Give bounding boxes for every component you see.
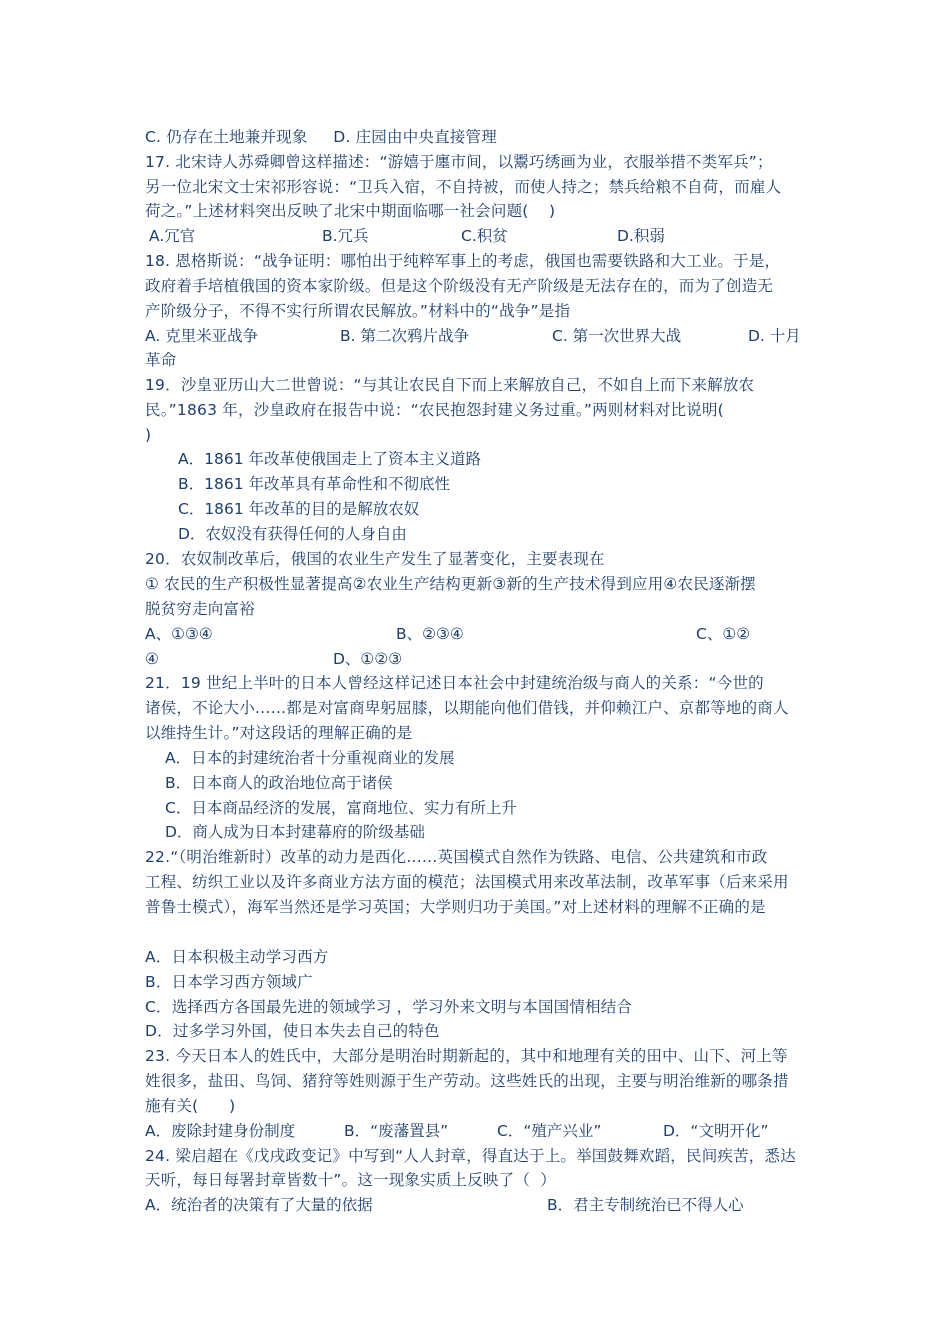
q17-stem-line1: 17. 北宋诗人苏舜卿曾这样描述：“游嬉于廛市间，以鬻巧绣画为业，衣服举措不类军兵”；	[145, 153, 773, 171]
q18-stem-line1: 18. 恩格斯说：“战争证明：哪怕出于纯粹军事上的考虑，俄国也需要铁路和大工业。于是，	[145, 252, 781, 270]
q19-option-c: C．1861 年改革的目的是解放农奴	[178, 500, 420, 518]
q20-option-d: D、①②③	[333, 650, 403, 668]
q18-stem-line2: 政府着手培植俄国的资本家阶级。但是这个阶级没有无产阶级是无法存在的，而为了创造无	[145, 277, 774, 295]
q24-stem-line2: 天听，每日每署封章皆数十”。这一现象实质上反映了（ ）	[145, 1171, 556, 1189]
q20-option-a: A、①③④	[145, 625, 213, 643]
q22-stem-line2: 工程、纺织工业以及许多商业方法方面的模范；法国模式用来改革法制，改革军事（后来采用	[145, 873, 789, 891]
q22-option-a: A．日本积极主动学习西方	[145, 948, 329, 966]
q23-stem-line3: 施有关( )	[145, 1097, 236, 1115]
q17-option-a: A.冗官	[149, 227, 196, 245]
q21-option-c: C．日本商品经济的发展，富商地位、实力有所上升	[165, 799, 517, 817]
q21-stem-line2: 诸侯，不论大小……都是对富商卑躬屈膝，以期能向他们借钱，并仰赖江户、京都等地的商人	[145, 699, 789, 717]
q21-stem-line3: 以维持生计。”对这段话的理解正确的是	[145, 724, 413, 742]
q22-option-c: C．选择西方各国最先进的领域学习 ，学习外来文明与本国国情相结合	[145, 998, 633, 1016]
q17-option-b: B.冗兵	[322, 227, 369, 245]
q19-option-b: B．1861 年改革具有革命性和不彻底性	[178, 475, 451, 493]
q19-stem-line1: 19．沙皇亚历山大二世曾说：“与其让农民自下而上来解放自己，不如自上而下来解放农	[145, 376, 755, 394]
q23-stem-line2: 姓很多，盐田、鸟饲、猪狩等姓则源于生产劳动。这些姓氏的出现，主要与明治维新的哪条措	[145, 1072, 789, 1090]
q24-stem-line1: 24. 梁启超在《戊戌政变记》中写到“人人封章，得直达于上。举国鼓舞欢蹈，民间疾苦，悉达	[145, 1147, 796, 1165]
q21-option-a: A．日本的封建统治者十分重视商业的发展	[165, 749, 455, 767]
q24-option-b: B．君主专制统治已不得人心	[547, 1196, 744, 1214]
q21-option-d: D．商人成为日本封建幕府的阶级基础	[165, 823, 425, 841]
q19-stem-line3: )	[145, 426, 152, 444]
q18-option-b: B. 第二次鸦片战争	[340, 327, 469, 345]
q19-option-d: D．农奴没有获得任何的人身自由	[178, 525, 407, 543]
q23-stem-line1: 23. 今天日本人的姓氏中，大部分是明治时期新起的，其中和地理有关的田中、山下、河上等	[145, 1047, 788, 1065]
q20-option-b: B、②③④	[396, 625, 464, 643]
q23-option-d: D．“文明开化”	[663, 1122, 769, 1140]
q24-option-a: A．统治者的决策有了大量的依据	[145, 1196, 373, 1214]
q20-stem-line1: 20．农奴制改革后，俄国的农业生产发生了显著变化，主要表现在	[145, 550, 605, 568]
q23-option-a: A．废除封建身份制度	[145, 1122, 296, 1140]
q17-option-c: C.积贫	[461, 227, 508, 245]
q19-stem-line2: 民。”1863 年，沙皇政府在报告中说：“农民抱怨封建义务过重。”两则材料对比说明(	[145, 401, 724, 419]
q17-stem-line3: 荷之。”上述材料突出反映了北宋中期面临哪一社会问题( )	[145, 202, 556, 220]
q17-stem-line2: 另一位北宋文士宋祁形容说：“卫兵入宿，不自持被，而使人持之；禁兵给粮不自荷，而雇人	[145, 178, 782, 196]
q18-stem-line3: 产阶级分子，不得不实行所谓农民解放。”材料中的“战争”是指	[145, 302, 571, 320]
q18-option-c: C. 第一次世界大战	[552, 327, 682, 345]
q23-option-c: C．“殖产兴业”	[497, 1122, 602, 1140]
q16-options-cd: C. 仍存在土地兼并现象 D. 庄园由中央直接管理	[145, 128, 497, 146]
q18-option-d: D. 十月	[748, 327, 801, 345]
q22-stem-line3: 普鲁士模式），海军当然还是学习英国；大学则归功于美国。”对上述材料的理解不正确的是	[145, 898, 766, 916]
q18-option-a: A. 克里米亚战争	[145, 327, 259, 345]
q20-option-c: C、①②	[696, 625, 751, 643]
q23-option-b: B．“废藩置县”	[344, 1122, 449, 1140]
q22-stem-line1: 22.“（明治维新时）改革的动力是西化……英国模式自然作为铁路、电信、公共建筑和市政	[145, 848, 768, 866]
q22-option-b: B．日本学习西方领域广	[145, 973, 313, 991]
q20-stem-line2: ① 农民的生产积极性显著提高②农业生产结构更新③新的生产技术得到应用④农民逐渐摆	[145, 575, 757, 593]
q21-stem-line1: 21．19 世纪上半叶的日本人曾经这样记述日本社会中封建统治级与商人的关系：“今世的	[145, 674, 764, 692]
q18-option-d-cont: 革命	[145, 351, 177, 369]
q21-option-b: B．日本商人的政治地位高于诸侯	[165, 774, 393, 792]
q17-option-d: D.积弱	[617, 227, 665, 245]
q22-option-d: D．过多学习外国，使日本失去自己的特色	[145, 1022, 440, 1040]
q20-stem-line3: 脱贫穷走向富裕	[145, 600, 255, 618]
q20-option-c-cont: ④	[145, 650, 159, 668]
q19-option-a: A．1861 年改革使俄国走上了资本主义道路	[178, 450, 481, 468]
